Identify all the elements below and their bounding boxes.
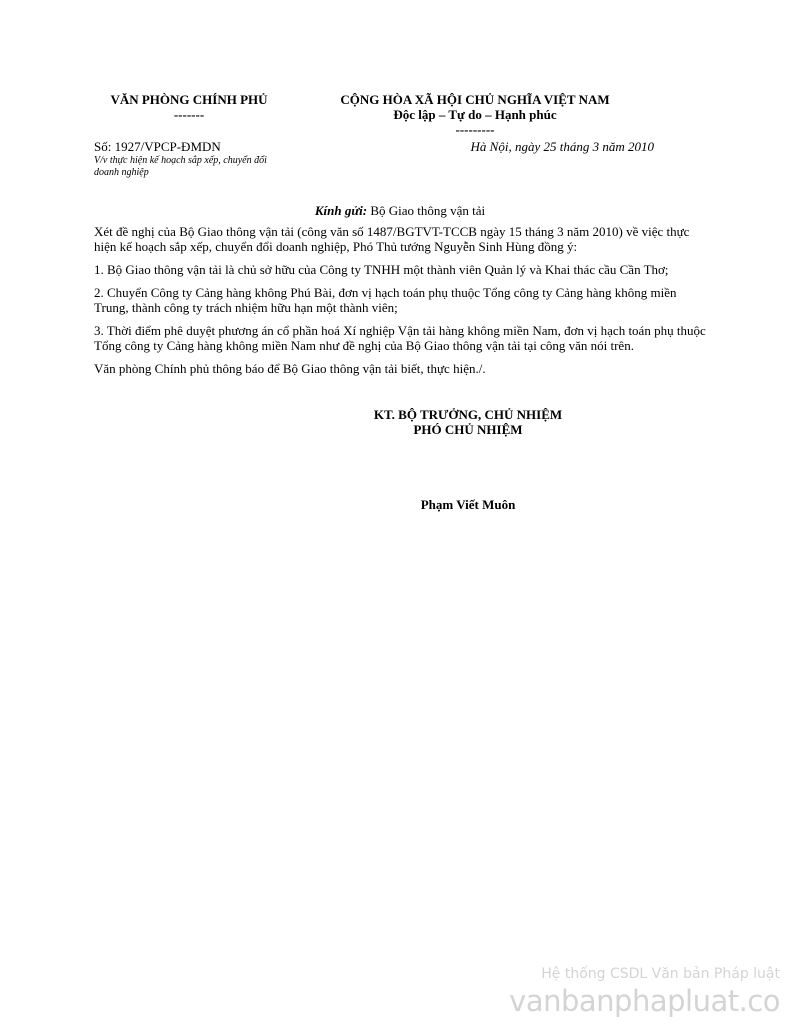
country-name: CỘNG HÒA XÃ HỘI CHỦ NGHĨA VIỆT NAM	[340, 92, 610, 107]
subject-line-2: doanh nghiệp	[94, 167, 149, 178]
national-header	[318, 92, 632, 137]
agency-header	[93, 92, 285, 122]
signature-title-line-1: KT. BỘ TRƯỞNG, CHỦ NHIỆM	[373, 407, 563, 422]
document-body	[94, 224, 706, 384]
document-subject	[94, 155, 294, 179]
signer-name: Phạm Viết Muôn	[420, 497, 516, 512]
body-closing: Văn phòng Chính phủ thông báo để Bộ Giao thông vận tải biết, thực hiện./.	[94, 361, 486, 376]
national-motto: Độc lập – Tự do – Hạnh phúc	[393, 107, 557, 122]
place-date: Hà Nội, ngày 25 tháng 3 năm 2010	[470, 139, 654, 154]
motto-divider: ---------	[455, 122, 495, 137]
subject-line-1: V/v thực hiện kế hoạch sắp xếp, chuyển đổi	[94, 155, 267, 166]
agency-name: VĂN PHÒNG CHÍNH PHỦ	[110, 92, 268, 107]
body-item-3: 3. Thời điểm phê duyệt phương án cổ phần hoá Xí nghiệp Vận tải hàng không miền Nam, đơn vị hạch toán phụ thuộc Tổng công ty Cảng hàng không miền Nam như đề nghị của Bộ Giao thông vận tải tại công văn nói trên.	[94, 323, 706, 353]
recipient-label: Kính gửi:	[314, 203, 368, 218]
watermark	[480, 965, 780, 1019]
body-intro: Xét đề nghị của Bộ Giao thông vận tải (công văn số 1487/BGTVT-TCCB ngày 15 tháng 3 năm 2010) về việc thực hiện kế hoạch sắp xếp, chuyển đổi doanh nghiệp, Phó Thủ tướng Nguyễn Sinh Hùng đồng ý:	[94, 224, 690, 254]
watermark-domain: vanbanphapluat.co	[509, 984, 780, 1018]
body-item-2: 2. Chuyển Công ty Cảng hàng không Phú Bài, đơn vị hạch toán phụ thuộc Tổng công ty Cảng hàng không miền Trung, thành công ty trách nhiệm hữu hạn một thành viên;	[94, 285, 677, 315]
signature-title	[340, 407, 596, 437]
body-item-1: 1. Bộ Giao thông vận tải là chủ sở hữu của Công ty TNHH một thành viên Quản lý và Khai thác cầu Cần Thơ;	[94, 262, 669, 277]
recipient-name: Bộ Giao thông vận tải	[370, 203, 486, 218]
document-number: Số: 1927/VPCP-ĐMDN	[94, 139, 221, 154]
recipient-line	[94, 203, 706, 218]
signature-title-line-2: PHÓ CHỦ NHIỆM	[413, 422, 523, 437]
agency-divider: -------	[173, 107, 205, 122]
watermark-caption: Hệ thống CSDL Văn bản Pháp luật	[541, 966, 780, 982]
